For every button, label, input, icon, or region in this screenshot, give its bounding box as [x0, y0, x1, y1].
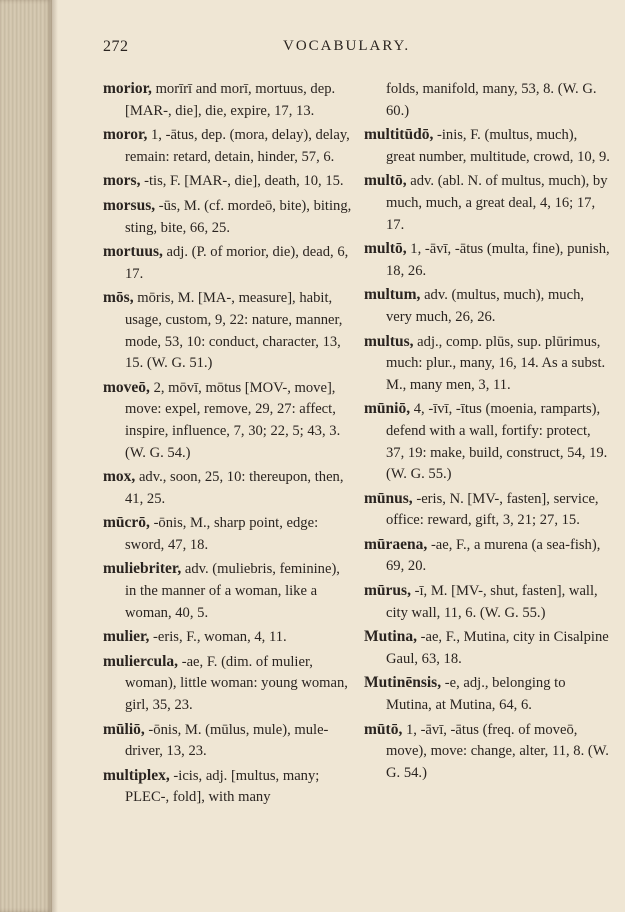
page-number: 272: [103, 38, 129, 55]
definition: 1, -āvī, -ātus (freq. of moveō, move), move: change, alter, 11, 8. (W. G. 54.): [386, 721, 609, 781]
headword: mors,: [103, 172, 141, 190]
vocab-entry: [103, 377, 353, 464]
headword: mūnus,: [364, 489, 413, 507]
vocab-entry: [364, 719, 610, 785]
headword: mūrus,: [364, 582, 411, 600]
definition: adv., soon, 25, 10: thereupon, then, 41, 25.: [125, 469, 344, 507]
vocab-entry: [364, 284, 610, 328]
definition: -e, adj., belonging to Mutina, at Mutina, 64, 6.: [386, 675, 566, 714]
headword: morsus,: [103, 196, 156, 214]
definition: adj., comp. plūs, sup. plūrimus, much: plur., many, 16, 14. As a subst. M., many men, 3, 11.: [386, 333, 606, 393]
vocab-entry: [103, 287, 353, 374]
vocab-entry: [103, 626, 353, 649]
headword: moveō,: [103, 378, 150, 396]
definition: folds, manifold, many, 53, 8. (W. G. 60.): [386, 81, 597, 119]
headword: mox,: [103, 468, 136, 486]
page-header: [103, 38, 603, 62]
headword: mulier,: [103, 628, 150, 646]
headword: mortuus,: [103, 243, 163, 261]
definition: -tis, F. [MAR-, die], death, 10, 15.: [140, 173, 344, 190]
definition: 2, mōvī, mōtus [MOV-, move], move: expel, remove, 29, 27: affect, inspire, influence, 7, 30; 22, 5; 43, 3. (W. G. 54.): [125, 379, 341, 461]
vocab-entry: [364, 534, 610, 578]
definition: -ī, M. [MV-, shut, fasten], wall, city wall, 11, 6. (W. G. 55.): [386, 583, 598, 621]
vocab-entry: [103, 170, 353, 193]
headword: mūraena,: [364, 535, 428, 553]
headword: Mutinēnsis,: [364, 674, 442, 692]
running-head: VOCABULARY.: [283, 38, 411, 54]
vocab-entry: [364, 170, 610, 236]
vocab-entry: [364, 672, 610, 716]
vocab-entry: [103, 765, 353, 809]
headword: mūniō,: [364, 400, 411, 418]
vocab-entry: [103, 558, 353, 624]
definition: 1, -āvī, -ātus (multa, fine), punish, 18, 26.: [386, 241, 610, 279]
definition: -eris, N. [MV-, fasten], service, office: reward, gift, 3, 21; 27, 15.: [386, 490, 599, 529]
headword: multō,: [364, 240, 407, 258]
right-column: [364, 78, 610, 786]
vocab-entry: [364, 580, 610, 624]
definition: adv. (abl. N. of multus, much), by much, much, a great deal, 4, 16; 17, 17.: [386, 173, 608, 233]
vocab-entry: [103, 466, 353, 510]
vocab-entry: [103, 124, 353, 168]
vocab-entry: [103, 719, 353, 763]
vocab-entry: [364, 238, 610, 282]
definition: -ae, F., a murena (a sea-fish), 69, 20.: [386, 536, 601, 575]
vocab-entry-continuation: [364, 78, 610, 122]
headword: moror,: [103, 126, 148, 144]
definition: -ae, F. (dim. of mulier, woman), little woman: young woman, girl, 35, 23.: [125, 653, 348, 714]
headword: multitūdō,: [364, 126, 434, 144]
vocab-entry: [103, 195, 353, 239]
vocab-entry: [364, 331, 610, 397]
headword: multum,: [364, 286, 421, 304]
headword: mūcrō,: [103, 514, 150, 532]
headword: mōs,: [103, 289, 134, 307]
definition: 1, -ātus, dep. (mora, delay), delay, remain: retard, detain, hinder, 57, 6.: [125, 127, 350, 165]
definition: -icis, adj. [multus, many; PLEC-, fold], with many: [125, 767, 320, 806]
definition: mōris, M. [MA-, measure], habit, usage, custom, 9, 22: nature, manner, mode, 53, 10: conduct, character, 13, 15. (W. G. 51.): [125, 290, 343, 372]
left-column: [103, 78, 353, 811]
headword: Mutina,: [364, 628, 417, 646]
headword: multō,: [364, 172, 407, 190]
vocab-entry: [103, 78, 353, 122]
definition: adj. (P. of morior, die), dead, 6, 17.: [125, 244, 349, 282]
definition: -ōnis, M., sharp point, edge: sword, 47, 18.: [125, 515, 319, 553]
vocab-entry: [103, 512, 353, 556]
definition: -ōnis, M. (mūlus, mule), mule-driver, 13, 23.: [125, 721, 329, 760]
headword: muliebriter,: [103, 560, 182, 578]
headword: mūtō,: [364, 720, 403, 738]
vocab-entry: [103, 241, 353, 285]
definition: -eris, F., woman, 4, 11.: [149, 629, 287, 646]
definition: 4, -īvī, -ītus (moenia, ramparts), defend with a wall, fortify: protect, 37, 19: make, build, construct, 54, 19. (W. G. 55.): [386, 401, 608, 483]
definition: -ae, F., Mutina, city in Cisalpine Gaul, 63, 18.: [386, 629, 609, 667]
headword: multus,: [364, 332, 414, 350]
headword: muliercula,: [103, 652, 179, 670]
headword: multiplex,: [103, 766, 170, 784]
definition: -ūs, M. (cf. mordeō, bite), biting, sting, bite, 66, 25.: [125, 197, 352, 236]
book-page-edge: [0, 0, 52, 912]
vocab-entry: [364, 398, 610, 485]
vocab-entry: [364, 488, 610, 532]
headword: mūliō,: [103, 720, 145, 738]
headword: morior,: [103, 80, 152, 97]
definition: adv. (multus, much), much, very much, 26, 26.: [386, 287, 585, 325]
vocab-entry: [364, 626, 610, 670]
vocab-entry: [103, 651, 353, 717]
definition: morīrī and morī, mortuus, dep. [MAR-, die], die, expire, 17, 13.: [125, 81, 336, 119]
definition: adv. (muliebris, feminine), in the manner of a woman, like a woman, 40, 5.: [125, 561, 340, 621]
vocab-entry: [364, 124, 610, 168]
definition: -inis, F. (multus, much), great number, multitude, crowd, 10, 9.: [386, 127, 610, 165]
